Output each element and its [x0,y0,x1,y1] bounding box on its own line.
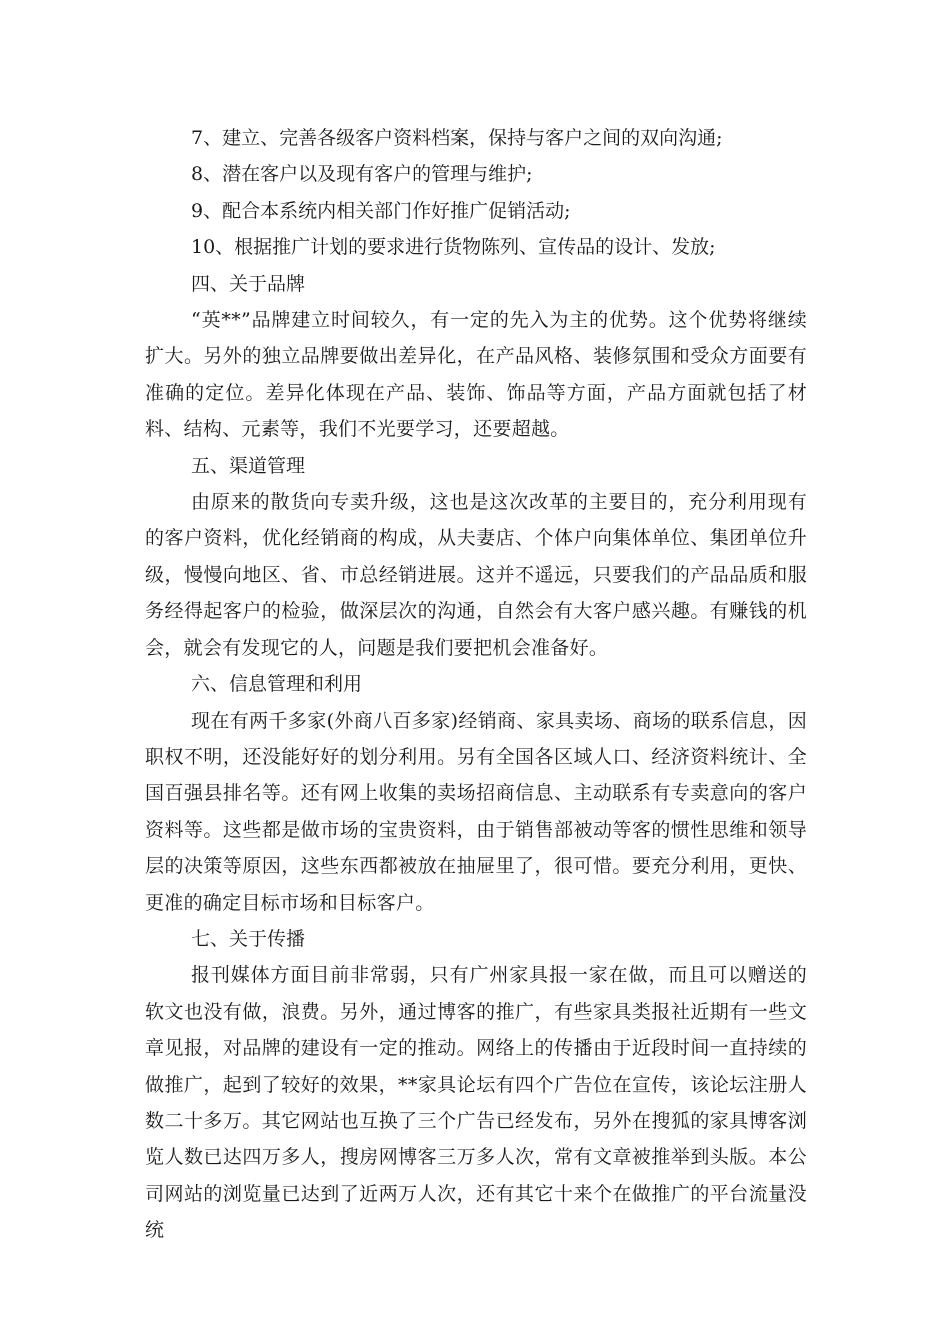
section-paragraph-brand: “英**”品牌建立时间较久，有一定的先入为主的优势。这个优势将继续扩大。另外的独立品牌要做出差异化，在产品风格、装修氛围和受众方面要有准确的定位。差异化体现在产品、装饰、饰品等方面，产品方面就包括了材料、结构、元素等，我们不光要学习，还要超越。 [145,309,807,441]
list-item: 7、建立、完善各级客户资料档案，保持与客户之间的双向沟通; [191,127,723,149]
section-heading-brand: 四、关于品牌 [191,272,306,295]
list-item: 9、配合本系统内相关部门作好推广促销活动; [191,199,571,222]
list-item: 8、潜在客户以及现有客户的管理与维护; [191,163,533,186]
section-heading-channel: 五、渠道管理 [191,454,306,477]
document-body [145,120,807,1249]
section-paragraph-information: 现在有两千多家(外商八百多家)经销商、家具卖场、商场的联系信息，因职权不明，还没能好好的划分利用。另有全国各区域人口、经济资料统计、全国百强县排名等。还有网上收集的卖场招商信息、主动联系有专卖意向的客户资料等。这些都是做市场的宝贵资料，由于销售部被动等客的惯性思维和领导层的决策等原因，这些东西都被放在抽屉里了，很可惜。要充分利用，更快、更准的确定目标市场和目标客户。 [145,709,807,914]
section-paragraph-channel: 由原来的散货向专卖升级，这也是这次改革的主要目的，充分利用现有的客户资料，优化经销商的构成，从夫妻店、个体户向集体单位、集团单位升级，慢慢向地区、省、市总经销进展。这并不遥远，只要我们的产品品质和服务经得起客户的检验，做深层次的沟通，自然会有大客户感兴趣。有赚钱的机会，就会有发现它的人，问题是我们要把机会准备好。 [145,491,807,659]
list-item: 10、根据推广计划的要求进行货物陈列、宣传品的设计、发放; [191,236,716,259]
section-paragraph-communication: 报刊媒体方面目前非常弱，只有广州家具报一家在做，而且可以赠送的软文也没有做，浪费。另外，通过博客的推广，有些家具类报社近期有一些文章见报，对品牌的建设有一定的推动。网络上的传播由于近段时间一直持续的做推广，起到了较好的效果，**家具论坛有四个广告位在宣传，该论坛注册人数二十多万。其它网站也互换了三个广告已经发布，另外在搜狐的家具博客浏览人数已达四万多人，搜房网博客三万多人次，常有文章被推举到头版。本公司网站的浏览量已达到了近两万人次，还有其它十来个在做推广的平台流量没统 [145,964,807,1242]
section-heading-communication: 七、关于传播 [191,927,306,950]
section-heading-information: 六、信息管理和利用 [191,673,363,696]
